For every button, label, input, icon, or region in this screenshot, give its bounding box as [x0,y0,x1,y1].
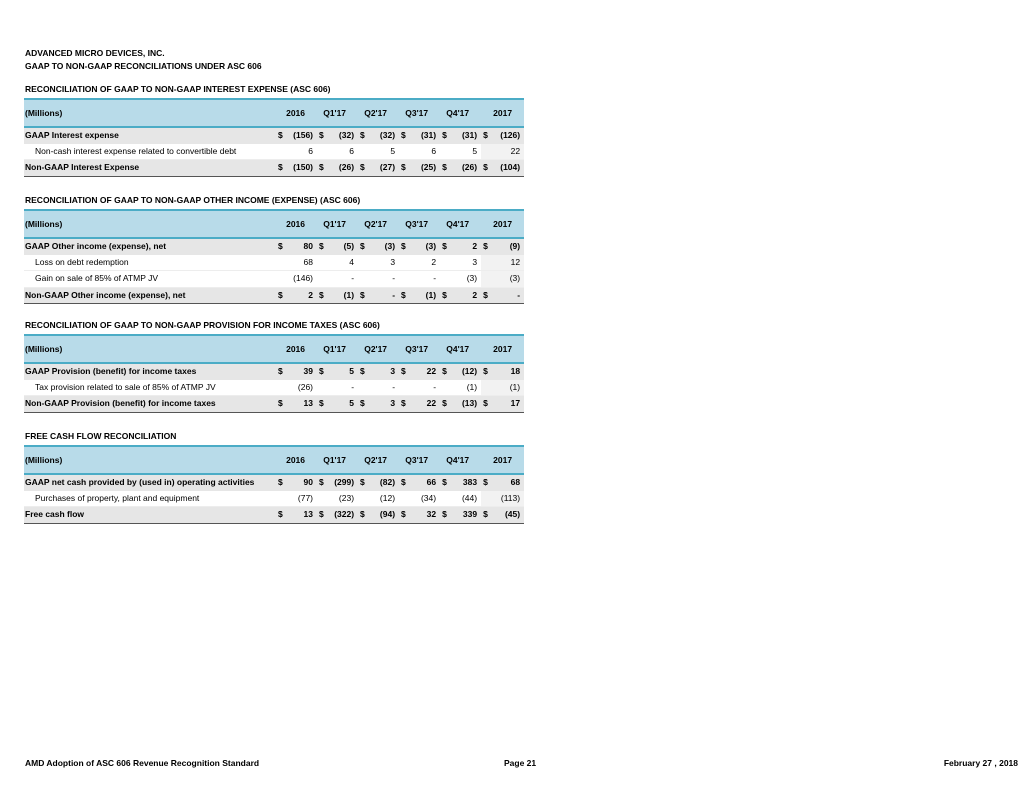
reconciliation-table [24,445,524,524]
value-cell: (82) [372,474,399,491]
dollar-sign: $ [276,363,290,380]
value-cell: 5 [331,363,358,380]
dollar-sign: $ [317,287,331,304]
dollar-sign [440,144,454,160]
value-cell: (34) [413,491,440,507]
column-header: Q2'17 [358,99,399,127]
value-cell: (9) [495,238,524,255]
footer-left: AMD Adoption of ASC 606 Revenue Recognition Standard [25,758,260,768]
value-cell: (126) [495,127,524,144]
dollar-sign: $ [317,474,331,491]
column-header-units: (Millions) [24,210,276,238]
dollar-sign [276,144,290,160]
dollar-sign: $ [481,474,495,491]
value-cell: (23) [331,491,358,507]
value-cell: (3) [372,238,399,255]
column-header: 2017 [481,210,524,238]
value-cell: (13) [454,396,481,413]
dollar-sign: $ [399,396,413,413]
value-cell: (77) [290,491,317,507]
dollar-sign: $ [399,238,413,255]
value-cell: (150) [290,160,317,177]
value-cell: (94) [372,507,399,524]
value-cell: - [413,271,440,288]
dollar-sign [358,271,372,288]
dollar-sign: $ [440,396,454,413]
dollar-sign: $ [317,396,331,413]
dollar-sign: $ [399,287,413,304]
section-title: RECONCILIATION OF GAAP TO NON-GAAP INTEREST EXPENSE (ASC 606) [25,84,331,94]
dollar-sign [317,491,331,507]
dollar-sign: $ [276,238,290,255]
value-cell: 5 [454,144,481,160]
value-cell: (25) [413,160,440,177]
column-header: Q3'17 [399,210,440,238]
value-cell: 2 [454,287,481,304]
value-cell: (1) [495,380,524,396]
dollar-sign [399,255,413,271]
value-cell: (31) [413,127,440,144]
row-label: Free cash flow [24,507,276,524]
dollar-sign: $ [276,127,290,144]
value-cell: 6 [331,144,358,160]
value-cell: 4 [331,255,358,271]
section-title: FREE CASH FLOW RECONCILIATION [25,431,177,441]
dollar-sign [317,271,331,288]
table-row [24,127,524,144]
table-header-row [24,446,524,474]
value-cell: 90 [290,474,317,491]
report-subtitle: GAAP TO NON-GAAP RECONCILIATIONS UNDER ASC 606 [25,61,262,71]
dollar-sign: $ [358,160,372,177]
column-header: Q1'17 [317,335,358,363]
dollar-sign: $ [440,507,454,524]
value-cell: - [372,271,399,288]
dollar-sign: $ [440,160,454,177]
dollar-sign: $ [358,287,372,304]
column-header-units: (Millions) [24,446,276,474]
dollar-sign [440,380,454,396]
column-header: Q1'17 [317,446,358,474]
dollar-sign: $ [317,238,331,255]
value-cell: 32 [413,507,440,524]
value-cell: (146) [290,271,317,288]
value-cell: 3 [454,255,481,271]
column-header: Q1'17 [317,99,358,127]
column-header: Q4'17 [440,99,481,127]
column-header-units: (Millions) [24,335,276,363]
value-cell: (113) [495,491,524,507]
dollar-sign: $ [358,474,372,491]
dollar-sign [481,255,495,271]
dollar-sign: $ [317,507,331,524]
column-header: 2017 [481,446,524,474]
value-cell: (1) [454,380,481,396]
section-title: RECONCILIATION OF GAAP TO NON-GAAP PROVISION FOR INCOME TAXES (ASC 606) [25,320,380,330]
value-cell: 3 [372,255,399,271]
value-cell: (3) [413,238,440,255]
dollar-sign [358,144,372,160]
row-label: Tax provision related to sale of 85% of ATMP JV [24,380,276,396]
dollar-sign: $ [317,363,331,380]
dollar-sign: $ [440,287,454,304]
row-label: Non-GAAP Interest Expense [24,160,276,177]
reconciliation-table [24,209,524,304]
row-label: Purchases of property, plant and equipment [24,491,276,507]
value-cell: 17 [495,396,524,413]
dollar-sign: $ [358,363,372,380]
dollar-sign: $ [317,160,331,177]
column-header-units: (Millions) [24,99,276,127]
value-cell: (156) [290,127,317,144]
value-cell: - [372,287,399,304]
dollar-sign: $ [276,396,290,413]
value-cell: 6 [413,144,440,160]
value-cell: - [495,287,524,304]
column-header: 2016 [276,335,317,363]
value-cell: (1) [331,287,358,304]
column-header: Q2'17 [358,446,399,474]
dollar-sign: $ [276,160,290,177]
dollar-sign: $ [481,160,495,177]
column-header: Q4'17 [440,210,481,238]
value-cell: (26) [454,160,481,177]
column-header: Q3'17 [399,335,440,363]
value-cell: 66 [413,474,440,491]
row-label: Gain on sale of 85% of ATMP JV [24,271,276,288]
value-cell: - [331,271,358,288]
value-cell: 383 [454,474,481,491]
value-cell: 6 [290,144,317,160]
dollar-sign [276,491,290,507]
column-header: 2016 [276,210,317,238]
dollar-sign [481,144,495,160]
dollar-sign [399,271,413,288]
value-cell: (32) [372,127,399,144]
column-header: Q2'17 [358,335,399,363]
value-cell: 3 [372,396,399,413]
row-label: Non-GAAP Other income (expense), net [24,287,276,304]
dollar-sign: $ [481,507,495,524]
table-header-row [24,99,524,127]
row-label: GAAP Interest expense [24,127,276,144]
table-row [24,287,524,304]
table-row [24,160,524,177]
dollar-sign [317,380,331,396]
value-cell: 2 [290,287,317,304]
table-row [24,474,524,491]
value-cell: 39 [290,363,317,380]
reconciliation-table [24,334,524,413]
dollar-sign [358,255,372,271]
dollar-sign: $ [399,474,413,491]
row-label: Non-GAAP Provision (benefit) for income taxes [24,396,276,413]
value-cell: 80 [290,238,317,255]
column-header: Q3'17 [399,446,440,474]
row-label: Non-cash interest expense related to convertible debt [24,144,276,160]
column-header: 2016 [276,446,317,474]
dollar-sign [481,271,495,288]
value-cell: - [413,380,440,396]
value-cell: 22 [413,363,440,380]
dollar-sign [358,380,372,396]
value-cell: (3) [454,271,481,288]
column-header: Q4'17 [440,446,481,474]
value-cell: (26) [331,160,358,177]
dollar-sign [358,491,372,507]
dollar-sign: $ [440,238,454,255]
dollar-sign [440,271,454,288]
dollar-sign [481,491,495,507]
table-row [24,144,524,160]
dollar-sign [317,144,331,160]
value-cell: (3) [495,271,524,288]
table-header-row [24,210,524,238]
dollar-sign [399,380,413,396]
value-cell: (26) [290,380,317,396]
value-cell: 22 [495,144,524,160]
value-cell: 68 [495,474,524,491]
value-cell: (104) [495,160,524,177]
dollar-sign: $ [358,507,372,524]
dollar-sign: $ [440,127,454,144]
dollar-sign: $ [358,127,372,144]
value-cell: (299) [331,474,358,491]
table-row [24,396,524,413]
value-cell: 22 [413,396,440,413]
dollar-sign: $ [399,507,413,524]
value-cell: 339 [454,507,481,524]
value-cell: 5 [331,396,358,413]
column-header: 2017 [481,335,524,363]
dollar-sign: $ [481,127,495,144]
value-cell: 2 [454,238,481,255]
table-row [24,255,524,271]
column-header: Q4'17 [440,335,481,363]
dollar-sign [276,380,290,396]
value-cell: (32) [331,127,358,144]
value-cell: 3 [372,363,399,380]
dollar-sign [276,271,290,288]
footer-page-number: Page 21 [504,758,537,768]
reconciliation-table [24,98,524,177]
table-row [24,380,524,396]
column-header: Q1'17 [317,210,358,238]
value-cell: (12) [454,363,481,380]
dollar-sign: $ [440,474,454,491]
dollar-sign: $ [399,363,413,380]
table-row [24,491,524,507]
dollar-sign: $ [440,363,454,380]
value-cell: 18 [495,363,524,380]
value-cell: 13 [290,396,317,413]
column-header: Q2'17 [358,210,399,238]
column-header: Q3'17 [399,99,440,127]
value-cell: 68 [290,255,317,271]
dollar-sign [317,255,331,271]
dollar-sign [440,491,454,507]
value-cell: (1) [413,287,440,304]
value-cell: 12 [495,255,524,271]
row-label: Loss on debt redemption [24,255,276,271]
dollar-sign: $ [481,363,495,380]
dollar-sign [399,144,413,160]
row-label: GAAP net cash provided by (used in) operating activities [24,474,276,491]
dollar-sign [276,255,290,271]
value-cell: (31) [454,127,481,144]
company-name: ADVANCED MICRO DEVICES, INC. [25,48,165,58]
dollar-sign: $ [276,287,290,304]
dollar-sign: $ [317,127,331,144]
row-label: GAAP Other income (expense), net [24,238,276,255]
dollar-sign: $ [399,160,413,177]
column-header: 2017 [481,99,524,127]
value-cell: (44) [454,491,481,507]
table-row [24,238,524,255]
table-row [24,507,524,524]
dollar-sign: $ [481,396,495,413]
value-cell: - [331,380,358,396]
table-row [24,363,524,380]
dollar-sign [481,380,495,396]
value-cell: 5 [372,144,399,160]
value-cell: (27) [372,160,399,177]
section-title: RECONCILIATION OF GAAP TO NON-GAAP OTHER INCOME (EXPENSE) (ASC 606) [25,195,361,205]
dollar-sign: $ [358,396,372,413]
value-cell: 2 [413,255,440,271]
value-cell: (5) [331,238,358,255]
row-label: GAAP Provision (benefit) for income taxes [24,363,276,380]
dollar-sign [440,255,454,271]
table-header-row [24,335,524,363]
dollar-sign: $ [276,507,290,524]
dollar-sign: $ [358,238,372,255]
value-cell: - [372,380,399,396]
value-cell: (12) [372,491,399,507]
value-cell: 13 [290,507,317,524]
dollar-sign [399,491,413,507]
dollar-sign: $ [481,238,495,255]
table-row [24,271,524,288]
dollar-sign: $ [399,127,413,144]
column-header: 2016 [276,99,317,127]
value-cell: (45) [495,507,524,524]
footer-date: February 27 , 2018 [943,758,1018,768]
dollar-sign: $ [481,287,495,304]
dollar-sign: $ [276,474,290,491]
value-cell: (322) [331,507,358,524]
